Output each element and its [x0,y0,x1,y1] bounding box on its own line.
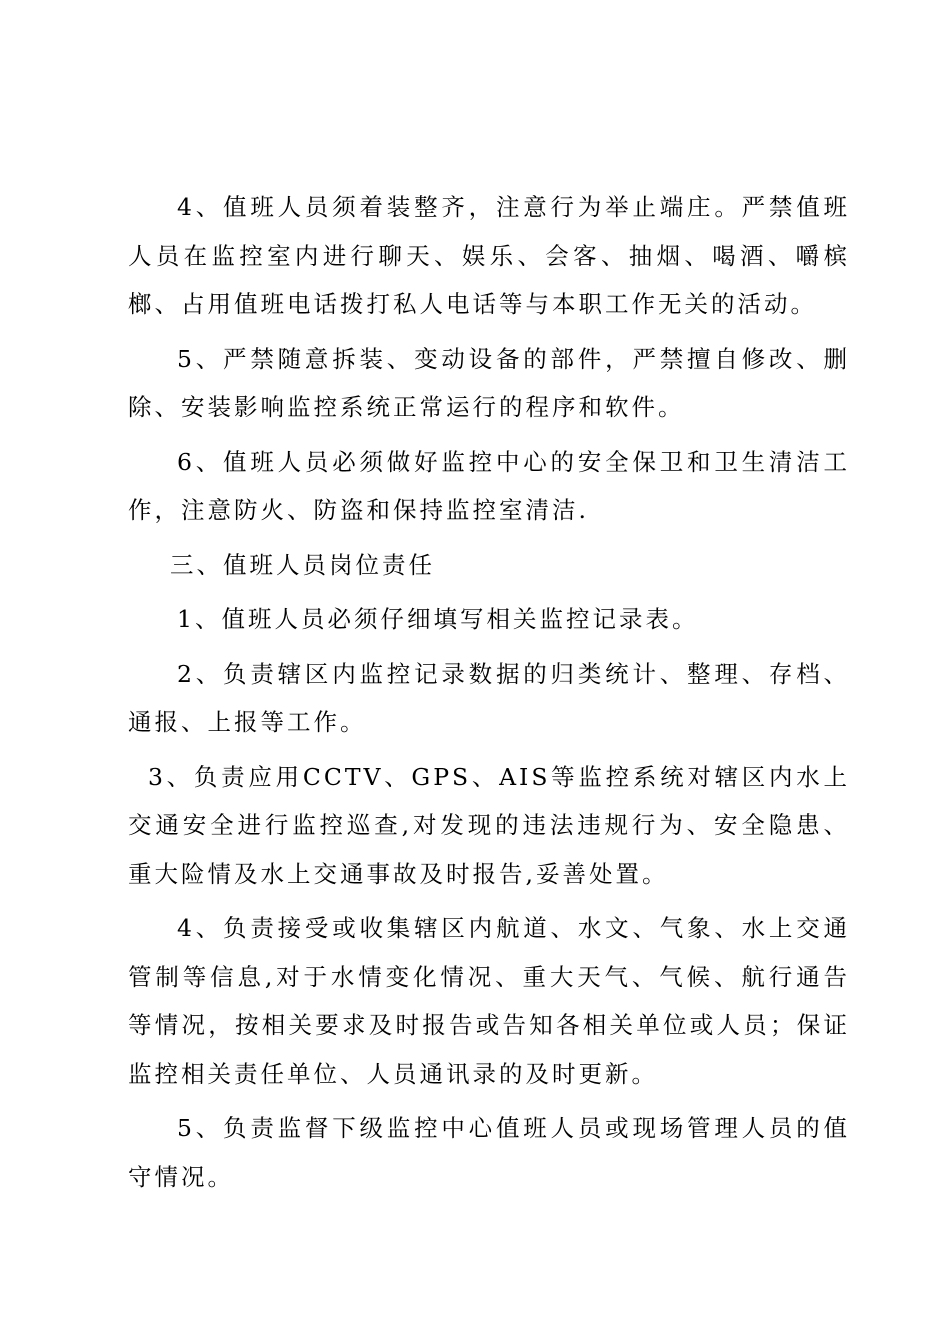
paragraph-monitoring-systems: 3、负责应用CCTV、GPS、AIS等监控系统对辖区内水上交通安全进行监控巡查,对发现的违法违规行为、安全隐患、重大险情及水上交通事故及时报告,妥善处置。 [128,762,850,888]
paragraph-duty-conduct: 4、值班人员须着装整齐，注意行为举止端庄。严禁值班人员在监控室内进行聊天、娱乐、会客、抽烟、喝酒、嚼槟榔、占用值班电话拨打私人电话等与本职工作无关的活动。 [128,193,850,318]
paragraph-supervision: 5、负责监督下级监控中心值班人员或现场管理人员的值守情况。 [128,1114,850,1191]
paragraph-equipment-rules: 5、严禁随意拆装、变动设备的部件，严禁擅自修改、删除、安装影响监控系统正常运行的程序和软件。 [128,344,850,421]
paragraph-information-collection: 4、负责接受或收集辖区内航道、水文、气象、水上交通管制等信息,对于水情变化情况、重大天气、气候、航行通告等情况，按相关要求及时报告或告知各相关单位或人员；保证监控相关责任单位、人员通讯录的及时更新。 [128,914,850,1088]
paragraph-security-cleaning: 6、值班人员必须做好监控中心的安全保卫和卫生清洁工作，注意防火、防盗和保持监控室清洁. [128,447,850,524]
paragraph-data-statistics: 2、负责辖区内监控记录数据的归类统计、整理、存档、通报、上报等工作。 [128,659,850,736]
document-body [128,183,850,1207]
section-heading: 三、值班人员岗位责任 [170,550,435,579]
paragraph-record-forms: 1、值班人员必须仔细填写相关监控记录表。 [177,605,699,633]
